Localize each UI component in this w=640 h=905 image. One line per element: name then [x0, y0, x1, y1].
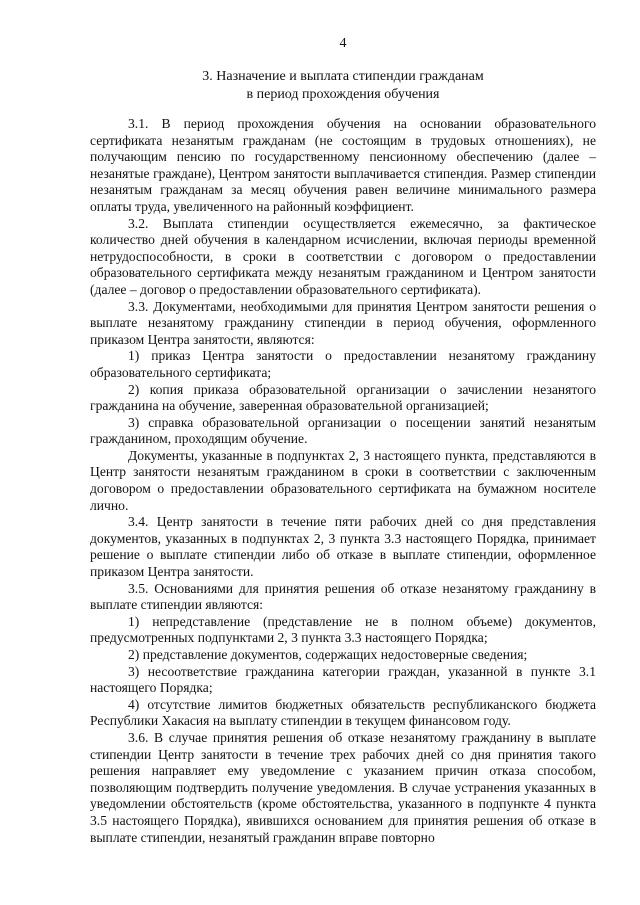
paragraph-3-5-item-1: 1) непредставление (представление не в полном объеме) документов, предусмотренных подпунктами 2, 3 пункта 3.3 настоящего Порядка;: [90, 613, 596, 646]
paragraph-3-6: 3.6. В случае принятия решения об отказе незанятому гражданину в выплате стипендии Центр занятости в течение трех рабочих дней со дня принятия такого решения направляет ему уведомление с указанием причин отказа способом, позволяющим подтвердить получение уведомления. В случае устранения указанных в уведомлении обстоятельств (кроме обстоятельства, указанного в подпункте 4 пункта 3.5 настоящего Порядка), явившихся основанием для принятия решения об отказе в выплате стипендии, незанятый гражданин вправе повторно: [90, 729, 596, 845]
page-number: 4: [339, 36, 347, 51]
paragraph-3-4: 3.4. Центр занятости в течение пяти рабочих дней со дня представления документов, указанных в подпунктах 2, 3 пункта 3.3 настоящего Порядка, принимает решение о выплате стипендии либо об отказе в выплате стипендии, оформленное приказом Центра занятости.: [90, 514, 596, 580]
paragraph-3-3-note: Документы, указанные в подпунктах 2, 3 настоящего пункта, представляются в Центр занятости незанятым гражданином в сроки в соответствии с заключенным договором о предоставлении образовательного сертификата на бумажном носителе лично.: [90, 447, 596, 513]
document-page: [90, 0, 596, 905]
paragraph-3-5-item-4: 4) отсутствие лимитов бюджетных обязательств республиканского бюджета Республики Хакасия на выплату стипендии в текущем финансовом году.: [90, 696, 596, 729]
document-body: [90, 116, 596, 846]
section-title-line-1: 3. Назначение и выплата стипендии гражданам: [202, 69, 484, 84]
paragraph-3-2: 3.2. Выплата стипендии осуществляется ежемесячно, за фактическое количество дней обучения в календарном исчислении, включая периоды временной нетрудоспособности, в сроки в соответствии с договором о предоставлении образовательного сертификата между незанятым гражданином и Центром занятости (далее – договор о предоставлении образовательного сертификата).: [90, 215, 596, 297]
paragraph-3-5-item-2: 2) представление документов, содержащих недостоверные сведения;: [128, 647, 528, 662]
paragraph-3-1: 3.1. В период прохождения обучения на основании образовательного сертификата незанятым гражданам (не состоящим в трудовых отношениях), не получающим пенсию по государственному пенсионному обеспечению (далее – незанятые граждане), Центром занятости выплачивается стипендия. Размер стипендии незанятым гражданам за месяц обучения равен величине минимального размера оплаты труда, увеличенного на районный коэффициент.: [90, 116, 596, 214]
paragraph-3-5-item-3: 3) несоответствие гражданина категории граждан, указанной в пункте 3.1 настоящего Порядка;: [90, 663, 596, 696]
paragraph-3-5: 3.5. Основаниями для принятия решения об отказе незанятому гражданину в выплате стипендии являются:: [90, 580, 596, 613]
paragraph-3-3-item-3: 3) справка образовательной организации о посещении занятий незанятым гражданином, проходящим обучение.: [90, 414, 596, 447]
section-title: [90, 68, 596, 104]
paragraph-3-3-item-1: 1) приказ Центра занятости о предоставлении незанятому гражданину образовательного сертификата;: [90, 348, 596, 380]
section-title-line-2: в период прохождения обучения: [246, 87, 440, 102]
paragraph-3-3-item-2: 2) копия приказа образовательной организации о зачислении незанятого гражданина на обучение, заверенная образовательной организацией;: [90, 381, 596, 414]
paragraph-3-3: 3.3. Документами, необходимыми для принятия Центром занятости решения о выплате незанятому гражданину стипендии в период обучения, оформленного приказом Центра занятости, являются:: [90, 298, 596, 347]
